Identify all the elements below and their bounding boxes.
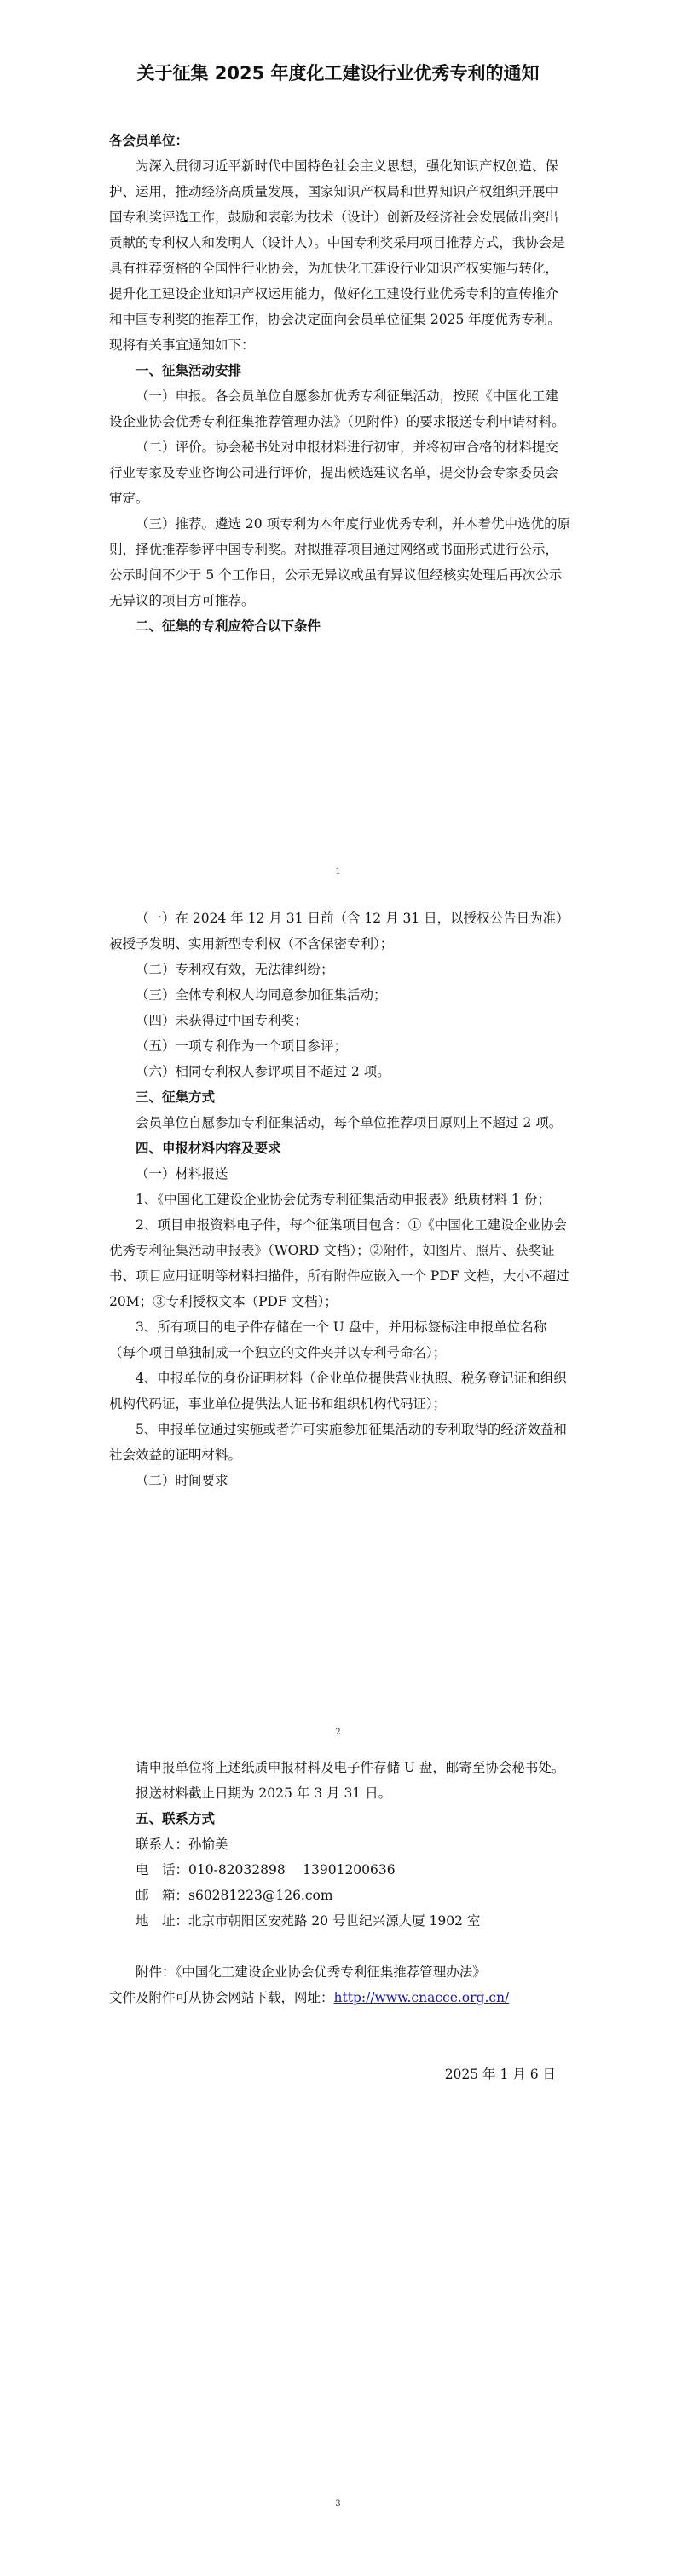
paragraph-apply: （一）申报。各会员单位自愿参加优秀专利征集活动，按照《中国化工建设企业协会优秀专利征集推荐管理办法》（见附件）的要求报送专利申请材料。 [109, 388, 565, 429]
section-heading-1: 一、征集活动安排 [136, 363, 242, 378]
contact-address: 地 址：北京市朝阳区安苑路 20 号世纪兴源大厦 1902 室 [136, 1913, 481, 1929]
document-title: 关于征集 2025 年度化工建设行业优秀专利的通知 [136, 63, 540, 83]
download-note [109, 1985, 571, 2010]
page2-body [109, 906, 571, 1493]
contact-name: 联系人：孙愉美 [136, 1837, 228, 1852]
page-number-3: 3 [335, 2499, 341, 2509]
section-heading-5: 五、联系方式 [136, 1811, 216, 1826]
requirement-3: 3、所有项目的电子件存储在一个 U 盘中，并用标签标注申报单位名称（每个项目单独制成一个独立的文件夹并以专利号命名）； [109, 1320, 547, 1360]
paragraph-submit: 请申报单位将上述纸质申报材料及电子件存储 U 盘，邮寄至协会秘书处。 [136, 1760, 565, 1775]
paragraph-evaluate: （二）评价。协会秘书处对申报材料进行初审，并将初审合格的材料提交行业专家及专业咨询公司进行评价，提出候选建议名单，提交协会专家委员会审定。 [109, 440, 559, 506]
requirement-2: 2、项目申报资料电子件，每个征集项目包含：①《中国化工建设企业协会优秀专利征集活动申报表》（WORD 文档）；②附件，如图片、照片、获奖证书、项目应用证明等材料扫描件，所有附件应嵌入一个 PDF 文档，大小不超过 20M；③专利授权文本（PDF 文档）； [109, 1217, 569, 1309]
section-heading-4: 四、申报材料内容及要求 [136, 1141, 281, 1156]
section-heading-2: 二、征集的专利应符合以下条件 [136, 618, 321, 634]
salutation: 各会员单位： [109, 133, 189, 148]
contact-email: 邮 箱：s60281223@126.com [136, 1888, 333, 1903]
condition-6: （六）相同专利权人参评项目不超过 2 项。 [136, 1064, 390, 1079]
condition-1: （一）在 2024 年 12 月 31 日前（含 12 月 31 日，以授权公告日为准）被授予发明、实用新型专利权（不含保密专利）； [109, 911, 569, 952]
subheading-materials: （一）材料报送 [136, 1166, 228, 1182]
paragraph-deadline: 报送材料截止日期为 2025 年 3 月 31 日。 [136, 1785, 392, 1801]
requirement-4: 4、申报单位的身份证明材料（企业单位提供营业执照、税务登记证和组织机构代码证，事业单位提供法人证书和组织机构代码证）； [109, 1371, 567, 1412]
page-number-1: 1 [335, 867, 341, 877]
page1-body [109, 128, 571, 639]
requirement-5: 5、申报单位通过实施或者许可实施参加征集活动的专利取得的经济效益和社会效益的证明材料。 [109, 1422, 567, 1463]
contact-phone: 电 话：010-82032898 13901200636 [136, 1862, 396, 1877]
condition-3: （三）全体专利权人均同意参加征集活动； [136, 987, 387, 1003]
website-link[interactable]: http://www.cnacce.org.cn/ [333, 1990, 510, 2005]
condition-2: （二）专利权有效，无法律纠纷； [136, 962, 334, 977]
condition-4: （四）未获得过中国专利奖； [136, 1013, 308, 1028]
download-prefix: 文件及附件可从协会网站下载，网址： [109, 1990, 334, 2005]
condition-5: （五）一项专利作为一个项目参评； [136, 1038, 348, 1054]
attachment-note: 附件：《中国化工建设企业协会优秀专利征集推荐管理办法》 [136, 1964, 486, 1980]
requirement-1: 1、《中国化工建设企业协会优秀专利征集活动申报表》纸质材料 1 份； [136, 1192, 551, 1207]
paragraph-method: 会员单位自愿参加专利征集活动，每个单位推荐项目原则上不超过 2 项。 [136, 1115, 563, 1130]
paragraph-recommend: （三）推荐。遴选 20 项专利为本年度行业优秀专利，并本着优中选优的原则，择优推荐参评中国专利奖。对拟推荐项目通过网络或书面形式进行公示，公示时间不少于 5 个工作日，公示无异议或虽有异议但经核实处理后再次公示无异议的项目方可推荐。 [109, 516, 571, 608]
subheading-time: （二）时间要求 [136, 1473, 228, 1488]
intro-paragraph: 为深入贯彻习近平新时代中国特色社会主义思想，强化知识产权创造、保护、运用，推动经济高质量发展，国家知识产权局和世界知识产权组织开展中国专利奖评选工作，鼓励和表彰为技术（设计）创新及经济社会发展做出突出贡献的专利权人和发明人（设计人）。中国专利奖采用项目推荐方式，我协会是具有推荐资格的全国性行业协会，为加快化工建设行业知识产权实施与转化，提升化工建设企业知识产权运用能力，做好化工建设行业优秀专利的宣传推介和中国专利奖的推荐工作，协会决定面向会员单位征集 2025 年度优秀专利。现将有关事宜通知如下： [109, 158, 565, 353]
page3-body [109, 1755, 571, 2087]
section-heading-3: 三、征集方式 [136, 1090, 216, 1105]
document-date: 2025 年 1 月 6 日 [444, 2067, 556, 2082]
page-number-2: 2 [335, 1728, 341, 1737]
